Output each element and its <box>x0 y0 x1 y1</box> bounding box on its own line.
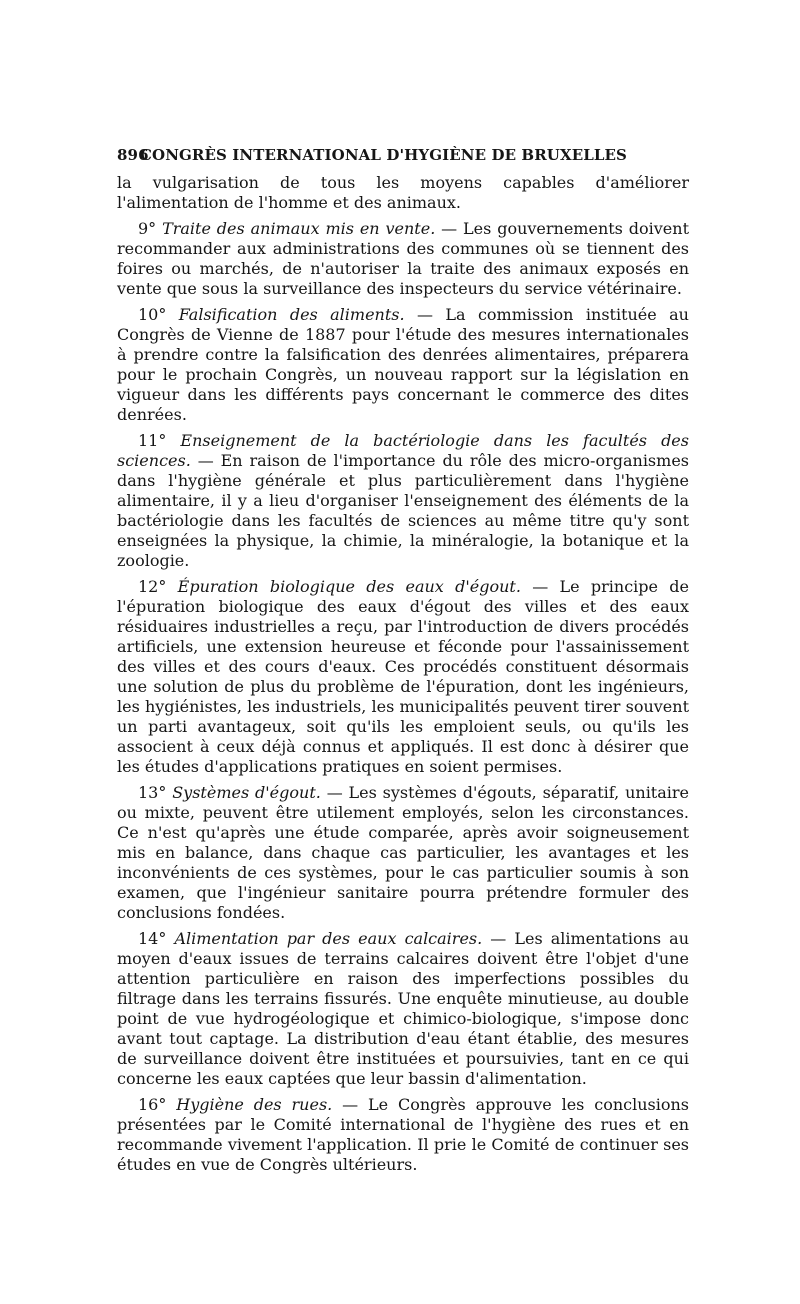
resolution-10 <box>117 305 689 425</box>
resolution-number: 13° <box>138 783 167 802</box>
resolution-14 <box>117 929 689 1089</box>
resolution-heading: Hygiène des rues. <box>176 1095 333 1114</box>
paragraph-text: — Les alimentations au moyen d'eaux issues de terrains calcaires doivent être l'objet d'une attention particulière en raison des imperfections possibles du filtrage dans les terrains fissurés. Une enquête minutieuse, au double point de vue hydrogéologique et chimico-biologique, s'impose donc avant tout captage. La distribution d'eau étant établie, des mesures de surveillance doivent être instituées et poursuivies, tant en ce qui concerne les eaux captées que leur bassin d'alimentation. <box>117 929 690 1088</box>
paragraph-text: — Les systèmes d'égouts, séparatif, unitaire ou mixte, peuvent être utilement employés, selon les circonstances. Ce n'est qu'après une étude comparée, après avoir soigneusement mis en balance, dans chaque cas particulier, les avantages et les inconvénients de ces systèmes, pour le cas particulier soumis à son examen, que l'ingénieur sanitaire pourra prétendre formuler des conclusions fondées. <box>117 783 690 922</box>
resolution-number: 16° <box>138 1095 167 1114</box>
resolution-heading: Épuration biologique des eaux d'égout. <box>177 577 521 596</box>
paragraph-text: la vulgarisation de tous les moyens capables d'améliorer l'alimentation de l'homme et des animaux. <box>117 173 689 212</box>
paragraph-text: — Les gouvernements doivent recommander aux administrations des communes où se tiennent des foires ou marchés, de n'autoriser la traite des animaux exposés en vente que sous la surveillance des inspecteurs du service vétérinaire. <box>117 219 689 298</box>
resolution-11 <box>117 431 689 571</box>
resolution-12 <box>117 577 689 777</box>
text-body <box>117 173 689 1181</box>
paragraph-text: — Le Congrès approuve les conclusions présentées par le Comité international de l'hygiène des rues et en recommande vivement l'application. Il prie le Comité de continuer ses études en vue de Congrès ultérieurs. <box>117 1095 690 1174</box>
resolution-number: 11° <box>138 431 167 450</box>
resolution-heading: Falsification des aliments. <box>178 305 405 324</box>
paragraph-continuation <box>117 173 689 213</box>
running-title: CONGRÈS INTERNATIONAL D'HYGIÈNE DE BRUXELLES <box>140 146 627 164</box>
resolution-heading: Enseignement de la bactériologie dans les facultés des sciences. <box>117 431 689 470</box>
paragraph-text: — La commission instituée au Congrès de Vienne de 1887 pour l'étude des mesures internationales à prendre contre la falsification des denrées alimentaires, préparera pour le prochain Congrès, un nouveau rapport sur la législation en vigueur dans les différents pays concernant le commerce des dites denrées. <box>117 305 689 424</box>
resolution-heading: Alimentation par des eaux calcaires. <box>174 929 483 948</box>
resolution-number: 14° <box>138 929 167 948</box>
paragraph-text: — En raison de l'importance du rôle des micro-organismes dans l'hygiène générale et plus particulièrement dans l'hygiène alimentaire, il y a lieu d'organiser l'enseignement des éléments de la bactériologie dans les facultés de sciences au même titre qu'y sont enseignées la physique, la chimie, la minéralogie, la botanique et la zoologie. <box>117 451 689 570</box>
page-header <box>117 146 627 168</box>
paragraph-text: — Le principe de l'épuration biologique des eaux d'égout des villes et des eaux résiduaires industrielles a reçu, par l'introduction de divers procédés artificiels, une extension heureuse et féconde pour l'assainissement des villes et des cours d'eaux. Ces procédés constituent désormais une solution de plus du problème de l'épuration, dont les ingénieurs, les hygiénistes, les industriels, les municipalités peuvent tirer souvent un parti avantageux, soit qu'ils les emploient seuls, ou qu'ils les associent à ceux déjà connus et appliqués. Il est donc à désirer que les études d'applications pratiques en soient permises. <box>117 577 690 776</box>
resolution-heading: Traite des animaux mis en vente. <box>162 219 436 238</box>
resolution-heading: Systèmes d'égout. <box>172 783 321 802</box>
resolution-number: 9° <box>138 219 157 238</box>
resolution-9 <box>117 219 689 299</box>
resolution-13 <box>117 783 689 923</box>
resolution-16 <box>117 1095 689 1175</box>
resolution-number: 12° <box>138 577 167 596</box>
page-number: 896 <box>117 146 149 164</box>
resolution-number: 10° <box>138 305 167 324</box>
